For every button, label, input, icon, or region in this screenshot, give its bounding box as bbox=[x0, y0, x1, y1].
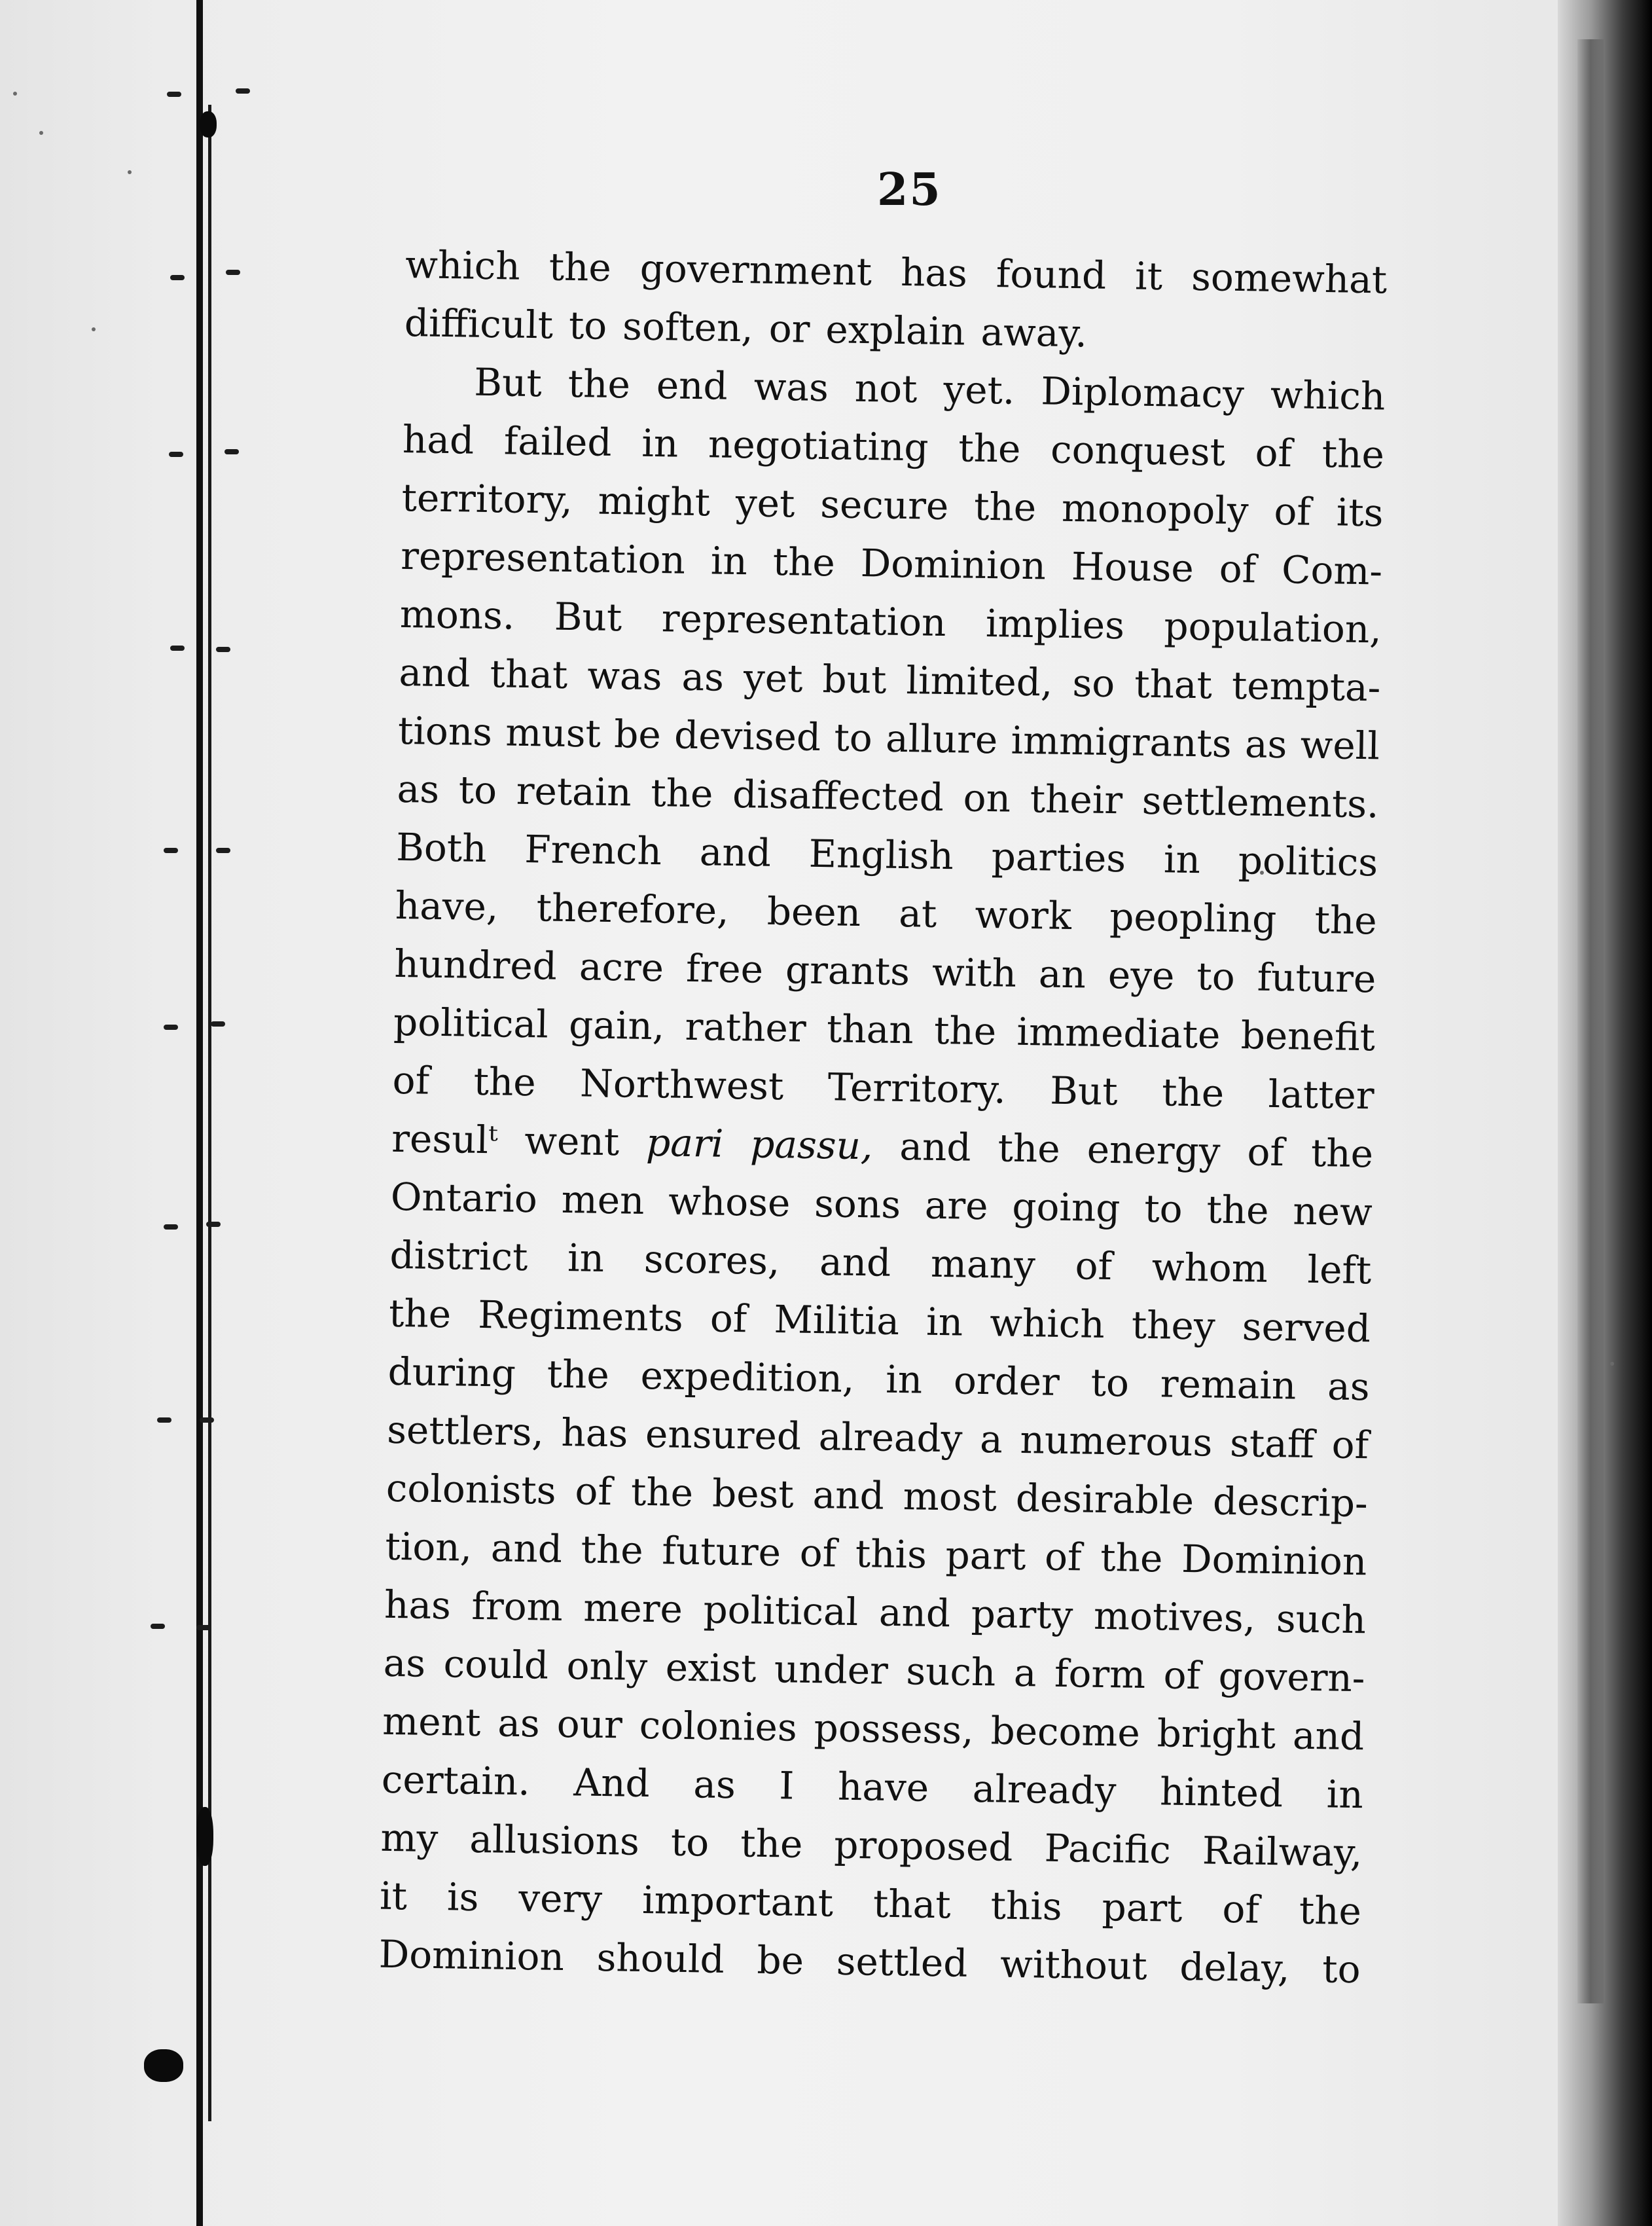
word: from bbox=[471, 1583, 564, 1630]
word: that bbox=[872, 1881, 952, 1927]
stitch-mark bbox=[211, 1021, 225, 1027]
word: exist bbox=[665, 1645, 757, 1691]
word: rather bbox=[685, 1004, 807, 1051]
word: which bbox=[1270, 372, 1386, 419]
word: eye bbox=[1107, 952, 1175, 998]
word: it bbox=[1134, 253, 1163, 299]
word: was bbox=[586, 653, 662, 699]
word: form bbox=[1054, 1651, 1146, 1698]
word: settlements. bbox=[1141, 778, 1380, 827]
word: future bbox=[1257, 955, 1376, 1002]
word: free bbox=[685, 945, 764, 992]
word: that bbox=[1134, 661, 1213, 708]
word: left bbox=[1307, 1247, 1372, 1293]
word: the bbox=[1100, 1535, 1163, 1581]
word: retain bbox=[516, 768, 632, 815]
word: ensured bbox=[645, 1411, 802, 1459]
word: in bbox=[567, 1235, 605, 1281]
word: expedition, bbox=[640, 1353, 855, 1401]
word: limited, bbox=[906, 658, 1053, 705]
word: of bbox=[1331, 1422, 1369, 1468]
stitch-mark bbox=[226, 270, 240, 275]
word: to bbox=[670, 1819, 709, 1865]
word: of bbox=[709, 1296, 747, 1341]
word: yet bbox=[735, 480, 795, 526]
word: should bbox=[596, 1935, 725, 1982]
word: has bbox=[900, 249, 968, 296]
word: our bbox=[556, 1701, 623, 1747]
word: of bbox=[1274, 488, 1312, 534]
word: government bbox=[639, 246, 872, 295]
stitch-mark bbox=[206, 1222, 221, 1227]
word: implies bbox=[985, 600, 1125, 648]
word: somewhat bbox=[1191, 254, 1388, 302]
word: of bbox=[392, 1057, 430, 1103]
binding-spine bbox=[196, 0, 203, 2226]
word: already bbox=[972, 1766, 1117, 1814]
word: the bbox=[548, 244, 612, 290]
word: at bbox=[898, 890, 937, 936]
word: must bbox=[505, 710, 602, 756]
word: Pacific bbox=[1044, 1825, 1172, 1872]
word: descrip- bbox=[1212, 1478, 1369, 1526]
word: its bbox=[1336, 490, 1384, 536]
word: in bbox=[1163, 837, 1201, 883]
word: secure bbox=[819, 482, 949, 529]
word: part bbox=[945, 1533, 1026, 1579]
word: it bbox=[379, 1873, 408, 1919]
stitch-mark bbox=[151, 1624, 165, 1629]
word: allusions bbox=[469, 1816, 640, 1864]
word: went bbox=[524, 1118, 620, 1165]
stitch-mark bbox=[236, 88, 250, 94]
word: failed bbox=[503, 418, 613, 465]
word: sons bbox=[814, 1180, 901, 1228]
word: as bbox=[692, 1762, 736, 1808]
word: Railway, bbox=[1202, 1828, 1363, 1876]
word: immediate bbox=[1016, 1009, 1221, 1057]
word: had bbox=[402, 416, 475, 463]
stitch-mark bbox=[164, 848, 178, 853]
word: under bbox=[774, 1647, 889, 1693]
word: Com- bbox=[1281, 547, 1383, 594]
word: Diplomacy bbox=[1040, 369, 1245, 417]
word: tions bbox=[397, 708, 493, 755]
binding-knot bbox=[144, 2049, 183, 2082]
word: passu, bbox=[749, 1122, 873, 1169]
paper-speck bbox=[92, 327, 96, 331]
word: staff bbox=[1229, 1421, 1315, 1467]
word: possess, bbox=[814, 1706, 975, 1753]
word: very bbox=[518, 1876, 603, 1922]
word: new bbox=[1292, 1188, 1373, 1235]
binding-knot bbox=[200, 111, 217, 137]
paper-speck bbox=[13, 92, 17, 96]
stitch-mark bbox=[216, 647, 230, 652]
stitch-mark bbox=[164, 1224, 178, 1230]
word: have bbox=[837, 1764, 929, 1810]
word: acre bbox=[579, 944, 664, 991]
paper-speck bbox=[39, 131, 43, 135]
word: my bbox=[380, 1815, 439, 1861]
word: to bbox=[1321, 1946, 1361, 1992]
word: or bbox=[768, 306, 810, 352]
word: tempta- bbox=[1231, 663, 1381, 710]
word: an bbox=[1038, 951, 1086, 997]
word: that bbox=[490, 651, 568, 697]
word: disaffected bbox=[732, 771, 944, 820]
word: soften, bbox=[622, 304, 754, 351]
word: men bbox=[561, 1177, 645, 1223]
word: such bbox=[905, 1649, 996, 1695]
word: many bbox=[930, 1241, 1036, 1288]
word: to bbox=[1196, 954, 1236, 1000]
word: work bbox=[975, 892, 1072, 939]
word: certain. bbox=[381, 1757, 531, 1804]
word: away. bbox=[980, 309, 1088, 356]
word: been bbox=[766, 888, 861, 936]
word: the bbox=[650, 770, 713, 816]
word: English bbox=[808, 831, 954, 879]
word: of bbox=[575, 1469, 613, 1514]
word: therefore, bbox=[536, 885, 730, 933]
word: pari bbox=[645, 1120, 724, 1166]
word: the bbox=[581, 1527, 644, 1573]
word: to bbox=[458, 767, 497, 813]
word: the bbox=[772, 539, 836, 585]
word: ment bbox=[382, 1698, 481, 1745]
word: the bbox=[388, 1290, 452, 1337]
word: And bbox=[573, 1760, 651, 1806]
word: in bbox=[925, 1299, 963, 1345]
word: Northwest bbox=[579, 1061, 784, 1109]
word: has bbox=[561, 1410, 628, 1456]
word: to bbox=[1090, 1360, 1130, 1406]
word: without bbox=[999, 1941, 1148, 1989]
body-text bbox=[378, 236, 1388, 1999]
word: bright bbox=[1157, 1711, 1276, 1758]
page-number: 25 bbox=[877, 164, 942, 216]
word: as bbox=[397, 766, 440, 812]
stitch-mark bbox=[169, 452, 183, 457]
word: conquest bbox=[1050, 427, 1226, 475]
word: political bbox=[393, 999, 549, 1047]
word: Regiments bbox=[477, 1292, 684, 1340]
word: best bbox=[711, 1470, 795, 1517]
word: difficult bbox=[404, 300, 554, 348]
word: in bbox=[1326, 1772, 1364, 1817]
word: whom bbox=[1151, 1245, 1268, 1291]
stitch-mark bbox=[224, 449, 239, 454]
word: become bbox=[990, 1708, 1141, 1755]
word: a bbox=[1013, 1650, 1037, 1696]
word: of bbox=[1163, 1652, 1201, 1698]
word: the bbox=[997, 1125, 1061, 1171]
word: numerous bbox=[1020, 1417, 1213, 1465]
word: and bbox=[398, 649, 471, 696]
word: Dominion bbox=[378, 1931, 565, 1980]
word: yet. bbox=[943, 367, 1015, 413]
word: end bbox=[656, 363, 728, 409]
word: yet bbox=[743, 655, 803, 701]
word: explain bbox=[825, 307, 966, 354]
word: the bbox=[547, 1351, 610, 1398]
word: with bbox=[931, 949, 1017, 996]
word: the bbox=[1299, 1888, 1362, 1934]
word: they bbox=[1131, 1302, 1216, 1349]
word: proposed bbox=[833, 1822, 1014, 1870]
word: delay, bbox=[1179, 1944, 1291, 1991]
word: motives, bbox=[1093, 1593, 1256, 1641]
word: Both bbox=[395, 824, 488, 871]
word: as bbox=[1244, 721, 1287, 767]
word: to bbox=[568, 302, 607, 348]
stitch-mark bbox=[196, 1625, 211, 1630]
stitch-mark bbox=[164, 1025, 178, 1030]
word: scores, bbox=[643, 1236, 780, 1284]
word: to bbox=[1143, 1186, 1183, 1232]
word: be bbox=[613, 712, 662, 757]
word: settled bbox=[836, 1939, 968, 1986]
word: devised bbox=[673, 712, 821, 760]
word: be bbox=[756, 1937, 804, 1983]
word: Militia bbox=[774, 1297, 900, 1344]
stitch-mark bbox=[200, 1417, 214, 1423]
word: mons. bbox=[399, 591, 515, 638]
word: the bbox=[473, 1059, 537, 1105]
word: such bbox=[1276, 1596, 1367, 1643]
word: parties bbox=[991, 834, 1126, 881]
binding-knot bbox=[196, 1807, 213, 1866]
word: But bbox=[554, 594, 622, 640]
word: already bbox=[818, 1414, 963, 1461]
word: which bbox=[989, 1300, 1105, 1347]
word: could bbox=[443, 1641, 549, 1688]
word: Dominion bbox=[1181, 1536, 1367, 1584]
word: tion, bbox=[385, 1524, 473, 1570]
word: I bbox=[778, 1763, 795, 1808]
word: has bbox=[384, 1582, 452, 1628]
word: grants bbox=[785, 947, 910, 994]
word: the bbox=[1161, 1070, 1225, 1116]
stitch-mark bbox=[170, 646, 185, 651]
page-edge-shadow bbox=[1558, 0, 1652, 2226]
word: was bbox=[753, 364, 829, 411]
word: desirable bbox=[1015, 1475, 1194, 1524]
word: district bbox=[389, 1232, 528, 1280]
word: going bbox=[1011, 1184, 1121, 1231]
stitch-mark bbox=[170, 275, 185, 280]
word: benefit bbox=[1240, 1013, 1376, 1060]
word: and bbox=[819, 1239, 891, 1285]
word: and bbox=[812, 1472, 885, 1518]
word: colonies bbox=[639, 1702, 798, 1750]
word: are bbox=[924, 1182, 989, 1229]
word: important bbox=[641, 1877, 834, 1925]
word: the bbox=[740, 1821, 803, 1867]
word: of bbox=[799, 1530, 837, 1576]
word: the bbox=[567, 361, 631, 407]
word: part bbox=[1102, 1885, 1183, 1931]
word: and bbox=[699, 830, 772, 875]
word: gain, bbox=[568, 1002, 665, 1049]
word: and bbox=[878, 1590, 951, 1636]
word: hundred bbox=[393, 941, 558, 989]
word: this bbox=[990, 1883, 1063, 1929]
word: this bbox=[855, 1531, 927, 1577]
word: their bbox=[1030, 776, 1123, 823]
word: future bbox=[661, 1528, 781, 1575]
word: might bbox=[598, 478, 711, 525]
word: in bbox=[641, 420, 679, 466]
word: as bbox=[681, 654, 725, 700]
word: resulᵗ bbox=[391, 1116, 498, 1163]
word: population, bbox=[1163, 604, 1382, 652]
word: the bbox=[933, 1008, 997, 1054]
word: monopoly bbox=[1061, 485, 1249, 534]
word: immigrants bbox=[1011, 718, 1232, 766]
paper-speck bbox=[128, 170, 132, 174]
word: the bbox=[1310, 1130, 1374, 1177]
word: so bbox=[1071, 661, 1115, 706]
stitch-mark bbox=[216, 848, 230, 853]
word: colonists bbox=[386, 1465, 557, 1513]
word: and bbox=[1292, 1713, 1365, 1759]
word: a bbox=[979, 1417, 1003, 1462]
word: settlers, bbox=[386, 1407, 545, 1455]
word: negotiating bbox=[708, 422, 929, 470]
word: in bbox=[710, 538, 748, 584]
word: Ontario bbox=[390, 1174, 538, 1222]
word: the bbox=[1314, 897, 1378, 943]
word: only bbox=[566, 1643, 648, 1690]
word: energy bbox=[1086, 1127, 1221, 1174]
word: the bbox=[630, 1469, 694, 1516]
word: the bbox=[1206, 1187, 1270, 1233]
word: the bbox=[973, 484, 1037, 530]
word: Dominion bbox=[860, 540, 1047, 589]
stitch-mark bbox=[167, 92, 181, 97]
word: politics bbox=[1238, 838, 1378, 885]
word: during bbox=[387, 1349, 516, 1396]
word: political bbox=[703, 1587, 859, 1635]
word: representation bbox=[661, 596, 947, 646]
word: is bbox=[446, 1874, 479, 1920]
word: Territory. bbox=[827, 1065, 1007, 1112]
word: representation bbox=[400, 533, 686, 583]
word: most bbox=[903, 1474, 997, 1520]
word: to bbox=[833, 715, 873, 761]
word: as bbox=[383, 1640, 426, 1686]
word: and bbox=[899, 1124, 972, 1170]
word: found bbox=[996, 251, 1107, 298]
word: territory, bbox=[401, 475, 573, 523]
word: in bbox=[885, 1357, 923, 1402]
word: well bbox=[1300, 722, 1380, 769]
word: of bbox=[1075, 1243, 1113, 1289]
word: But bbox=[1049, 1068, 1119, 1114]
word: of bbox=[1247, 1129, 1285, 1175]
word: party bbox=[971, 1591, 1073, 1638]
word: not bbox=[854, 365, 918, 412]
word: as bbox=[497, 1700, 541, 1746]
word: as bbox=[1327, 1364, 1371, 1410]
word: the bbox=[1321, 431, 1385, 477]
word: than bbox=[826, 1006, 914, 1053]
stitch-mark bbox=[157, 1417, 171, 1423]
word: House bbox=[1071, 544, 1194, 591]
word: of bbox=[1255, 430, 1293, 476]
word: of bbox=[1044, 1534, 1083, 1580]
word: allure bbox=[885, 716, 998, 763]
word: the bbox=[958, 426, 1021, 471]
word: mere bbox=[583, 1585, 683, 1632]
word: But bbox=[473, 359, 543, 406]
word: latter bbox=[1268, 1071, 1375, 1118]
word: whose bbox=[668, 1178, 791, 1226]
word: order bbox=[953, 1358, 1060, 1404]
word: on bbox=[963, 775, 1011, 821]
paper-speck bbox=[1610, 1362, 1614, 1366]
word: served bbox=[1242, 1304, 1371, 1351]
word: remain bbox=[1160, 1361, 1297, 1408]
word: govern- bbox=[1218, 1653, 1365, 1701]
word: French bbox=[524, 826, 662, 874]
word: have, bbox=[395, 883, 499, 930]
word: hinted bbox=[1159, 1769, 1284, 1816]
word: but bbox=[822, 657, 887, 702]
word: and bbox=[490, 1525, 563, 1571]
word: of bbox=[1221, 1886, 1260, 1932]
word: of bbox=[1219, 546, 1257, 592]
word: which bbox=[404, 242, 521, 289]
word: peopling bbox=[1109, 894, 1277, 942]
